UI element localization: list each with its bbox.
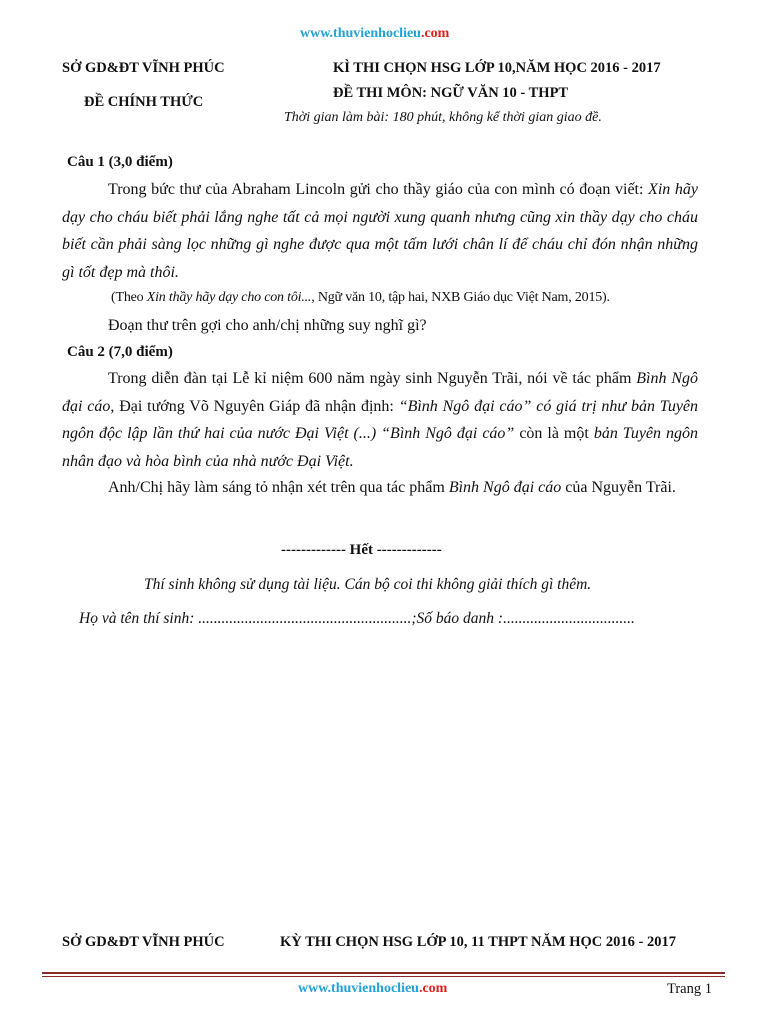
footer-org: SỞ GD&ĐT VĨNH PHÚC	[62, 934, 225, 950]
exam-title: KÌ THI CHỌN HSG LỚP 10,NĂM HỌC 2016 - 2017	[333, 60, 661, 76]
q2-task: Anh/Chị hãy làm sáng tỏ nhận xét trên qua tác phẩm Bình Ngô đại cáo của Nguyễn Trãi.	[108, 479, 676, 496]
q1-heading: Câu 1 (3,0 điểm)	[67, 154, 173, 170]
q1-prompt: Đoạn thư trên gợi cho anh/chị những suy nghĩ gì?	[108, 317, 427, 334]
header-org: SỞ GD&ĐT VĨNH PHÚC	[62, 60, 225, 76]
end-marker: ------------- Hết -------------	[281, 542, 442, 558]
candidate-line: Họ và tên thí sinh: .......................................................;Số báo danh :..................................	[79, 610, 635, 627]
footer-exam: KỲ THI CHỌN HSG LỚP 10, 11 THPT NĂM HỌC 2016 - 2017	[280, 934, 676, 950]
page-number: Trang 1	[667, 981, 712, 997]
exam-subject: ĐỀ THI MÔN: NGỮ VĂN 10 - THPT	[333, 85, 569, 101]
header-official: ĐỀ CHÍNH THỨC	[84, 94, 204, 110]
exam-note: Thí sinh không sử dụng tài liệu. Cán bộ coi thi không giải thích gì thêm.	[144, 576, 592, 593]
footer-rule-thick	[42, 972, 725, 974]
q2-heading: Câu 2 (7,0 điểm)	[67, 344, 173, 360]
q2-paragraph: Trong diễn đàn tại Lễ kỉ niệm 600 năm ngày sinh Nguyễn Trãi, nói về tác phẩm Bình Ngô đại cáo, Đại tướng Võ Nguyên Giáp đã nhận định: “Bình Ngô đại cáo” có giá trị như bản Tuyên ngôn độc lập lần thứ hai của nước Đại Việt (...) “Bình Ngô đại cáo” còn là một bản Tuyên ngôn nhân đạo và hòa bình của nhà nước Đại Việt.	[62, 370, 699, 470]
watermark-bottom: www.thuvienhoclieu.com	[298, 981, 448, 996]
watermark-top: www.thuvienhoclieu.com	[300, 26, 450, 41]
exam-time: Thời gian làm bài: 180 phút, không kể thời gian giao đề.	[284, 110, 602, 125]
q1-paragraph: Trong bức thư của Abraham Lincoln gửi cho thầy giáo của con mình có đoạn viết: Xin hãy dạy cho cháu biết phải lắng nghe tất cả mọi người xung quanh nhưng cũng xin thầy dạy cho cháu biết cần phải sàng lọc những gì nghe được qua một tấm lưới chân lí để cháu chỉ đón nhận những gì tốt đẹp mà thôi.	[62, 181, 698, 281]
q1-source: (Theo Xin thầy hãy dạy cho con tôi..., Ngữ văn 10, tập hai, NXB Giáo dục Việt Nam, 2015).	[111, 290, 610, 305]
footer-rule-thin	[42, 976, 725, 977]
